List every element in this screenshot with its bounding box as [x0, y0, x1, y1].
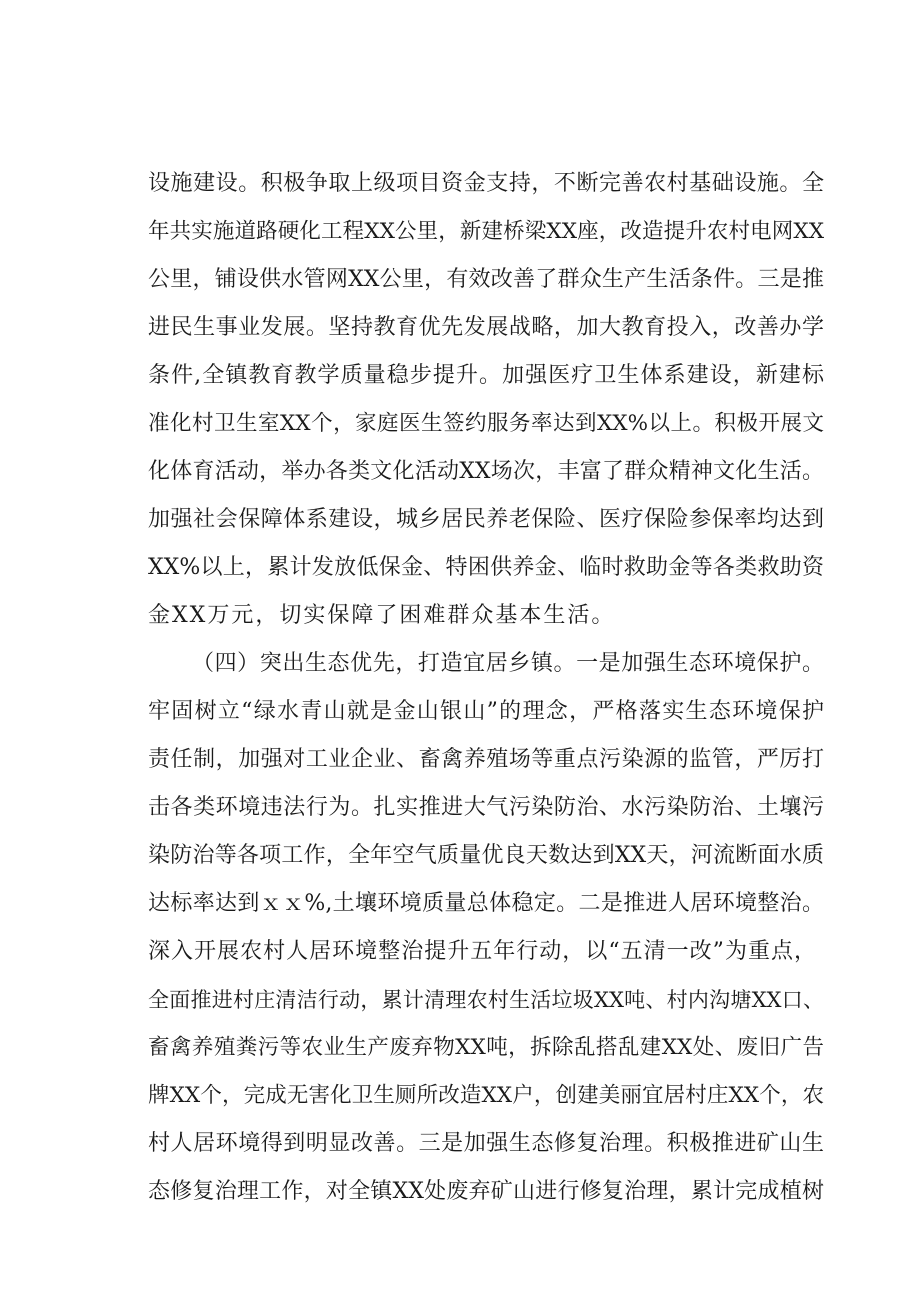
text-line-2: 年共实施道路硬化工程XX公里，新建桥梁XX座，改造提升农村电网XX — [148, 219, 824, 244]
text-line-22: 态修复治理工作，对全镇XX处废弃矿山进行修复治理，累计完成植树 — [148, 1179, 824, 1204]
text-line-16: 达标率达到ｘｘ%,土壤环境质量总体稳定。二是推进人居环境整治。 — [148, 891, 824, 916]
text-line-15: 染防治等各项工作，全年空气质量优良天数达到XX天，河流断面水质 — [148, 843, 824, 868]
section-heading-line: （四）突出生态优先，打造宜居乡镇。一是加强生态环境保护。 — [192, 651, 824, 676]
text-line-19: 畜禽养殖粪污等农业生产废弃物XX吨，拆除乱搭乱建XX处、废旧广告 — [148, 1035, 824, 1060]
text-line-8: 加强社会保障体系建设，城乡居民养老保险、医疗保险参保率均达到 — [148, 507, 824, 532]
text-line-10: 金XX万元，切实保障了困难群众基本生活。 — [148, 603, 616, 628]
text-line-17: 深入开展农村人居环境整治提升五年行动，以“五清一改”为重点， — [148, 939, 816, 964]
text-line-12: 牢固树立“绿水青山就是金山银山”的理念，严格落实生态环境保护 — [148, 699, 824, 724]
text-line-13: 责任制，加强对工业企业、畜禽养殖场等重点污染源的监管，严厉打 — [148, 747, 824, 772]
text-line-21: 村人居环境得到明显改善。三是加强生态修复治理。积极推进矿山生 — [148, 1131, 824, 1156]
text-line-14: 击各类环境违法行为。扎实推进大气污染防治、水污染防治、土壤污 — [148, 795, 824, 820]
text-line-5: 条件,全镇教育教学质量稳步提升。加强医疗卫生体系建设，新建标 — [148, 363, 824, 388]
text-line-3: 公里，铺设供水管网XX公里，有效改善了群众生产生活条件。三是推 — [148, 267, 824, 292]
text-line-9: XX%以上，累计发放低保金、特困供养金、临时救助金等各类救助资 — [148, 555, 824, 580]
text-line-1: 设施建设。积极争取上级项目资金支持，不断完善农村基础设施。全 — [148, 171, 824, 196]
text-line-4: 进民生事业发展。坚持教育优先发展战略，加大教育投入，改善办学 — [148, 315, 824, 340]
text-line-20: 牌XX个，完成无害化卫生厕所改造XX户，创建美丽宜居村庄XX个，农 — [148, 1083, 824, 1108]
text-line-7: 化体育活动，举办各类文化活动XX场次，丰富了群众精神文化生活。 — [148, 459, 824, 484]
text-line-18: 全面推进村庄清洁行动，累计清理农村生活垃圾XX吨、村内沟塘XX口、 — [148, 988, 824, 1012]
text-line-6: 准化村卫生室XX个，家庭医生签约服务率达到XX%以上。积极开展文 — [148, 411, 824, 436]
